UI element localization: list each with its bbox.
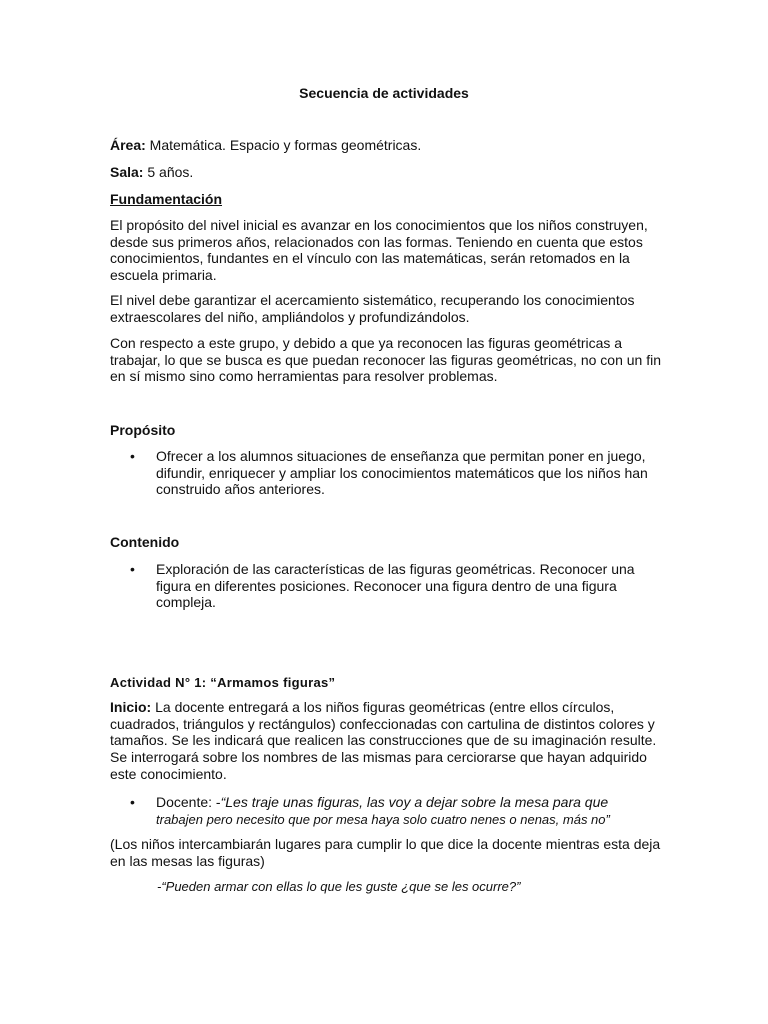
proposito-bullet-text: Ofrecer a los alumnos situaciones de enseñanza que permitan poner en juego, difundir, enriquecer y ampliar los conocimientos matemáticos que los niños han construido años anteriores. <box>156 448 648 498</box>
sala-value: 5 años. <box>143 164 194 180</box>
area-line <box>110 137 670 154</box>
docente-quote-line-2: trabajen pero necesito que por mesa haya solo cuatro nenes o nenas, más no” <box>156 811 610 827</box>
actividad-title: Actividad N° 1: “Armamos figuras” <box>110 675 336 690</box>
proposito-heading: Propósito <box>110 422 176 438</box>
contenido-heading: Contenido <box>110 534 180 550</box>
area-value: Matemática. Espacio y formas geométricas. <box>145 137 422 153</box>
contenido-bullet-text: Exploración de las características de las figuras geométricas. Reconocer una figura en diferentes posiciones. Reconocer una figura dentro de una figura compleja. <box>156 561 635 611</box>
docente-quote-line-1: “Les traje unas figuras, las voy a dejar sobre la mesa para que <box>220 794 609 810</box>
area-label: Área: <box>110 137 146 153</box>
sala-label: Sala: <box>110 164 144 180</box>
fundamentacion-heading: Fundamentación <box>110 191 223 207</box>
inicio-text: La docente entregará a los niños figuras geométricas (entre ellos círculos, cuadrados, triángulos y rectángulos) confeccionadas con cartulina de distintos colores y tamaños. Se les indicará que realicen las construcciones que de su imaginación resulte. Se interrogará sobre los nombres de las mismas para cerciorarse que hayan adquirido este conocimiento. <box>110 699 657 782</box>
docente-label: Docente: - <box>156 794 221 810</box>
inicio-paragraph <box>110 699 670 783</box>
fundamentacion-paragraph-3: Con respecto a este grupo, y debido a que ya reconocen las figuras geométricas a trabajar, lo que se busca es que puedan reconocer las figuras geométricas, no con un fin en sí mismo sino como herramientas para resolver problemas. <box>110 335 662 385</box>
docente-bullet-text <box>156 794 670 828</box>
inicio-label: Inicio: <box>110 699 152 715</box>
bullet-icon: • <box>130 794 135 810</box>
sala-line <box>110 164 670 181</box>
pueden-quote: -“Pueden armar con ellas lo que les guste ¿que se les ocurre?” <box>157 879 521 894</box>
document-title: Secuencia de actividades <box>299 85 469 101</box>
ninos-paragraph: (Los niños intercambiarán lugares para cumplir lo que dice la docente mientras esta deja en las mesas las figuras) <box>110 836 661 869</box>
fundamentacion-paragraph-2: El nivel debe garantizar el acercamiento sistemático, recuperando los conocimientos extraescolares del niño, ampliándolos y profundizándolos. <box>110 292 635 325</box>
bullet-icon: • <box>130 448 135 464</box>
fundamentacion-paragraph-1: El propósito del nivel inicial es avanzar en los conocimientos que los niños construyen, desde sus primeros años, relacionados con las formas. Teniendo en cuenta que estos conocimientos, fundantes en el vínculo con las matemáticas, serán retomados en la escuela primaria. <box>110 217 648 284</box>
bullet-icon: • <box>130 561 135 577</box>
